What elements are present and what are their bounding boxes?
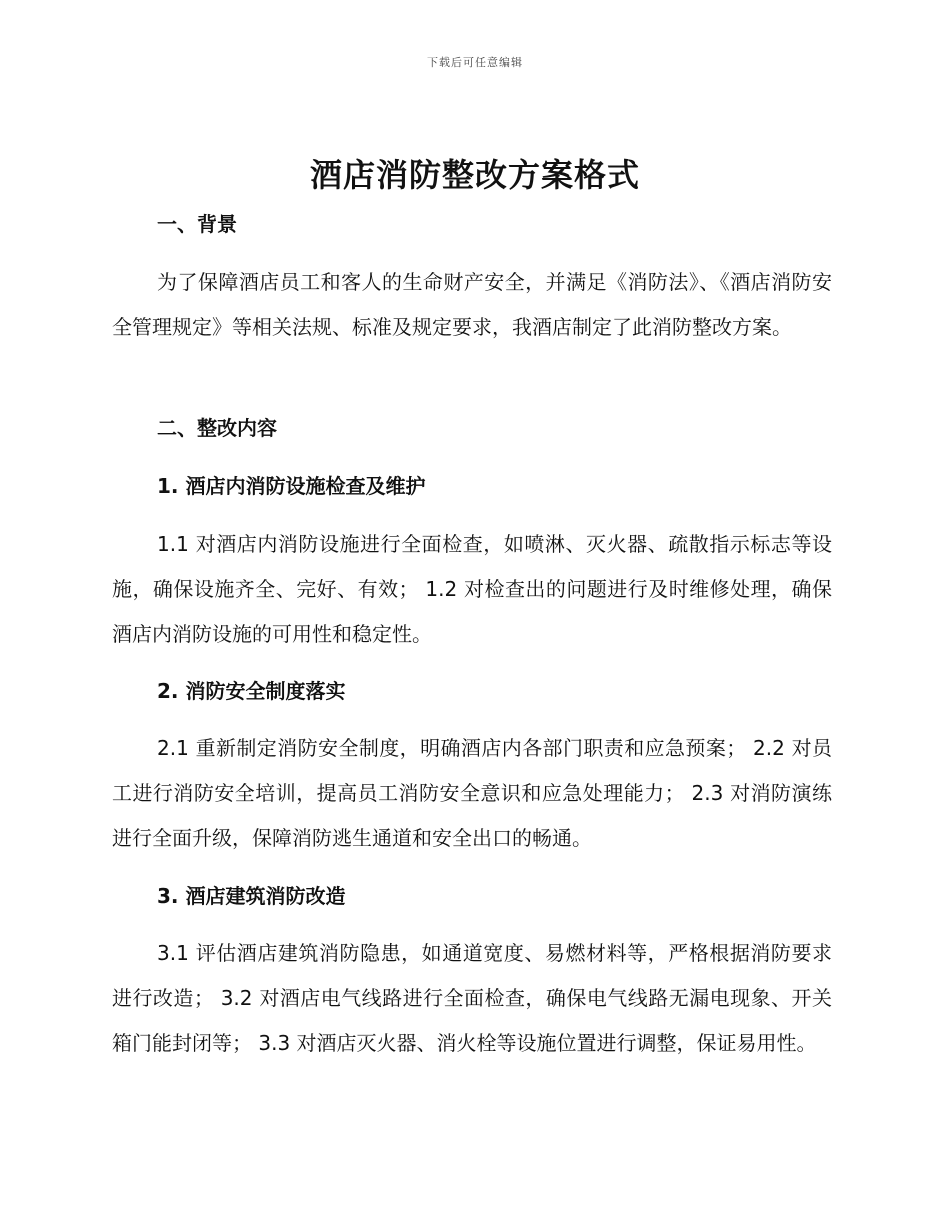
paragraph-background: 为了保障酒店员工和客人的生命财产安全，并满足《消防法》、《酒店消防安全管理规定》等相关法规、标准及规定要求，我酒店制定了此消防整改方案。 bbox=[112, 270, 832, 339]
section-heading-background: 一、背景 bbox=[157, 212, 237, 236]
subsection-heading-facilities: 1. 酒店内消防设施检查及维护 bbox=[157, 474, 426, 498]
paragraph-system: 2.1 重新制定消防安全制度，明确酒店内各部门职责和应急预案； 2.2 对员工进行消防安全培训，提高员工消防安全意识和应急处理能力； 2.3 对消防演练进行全面升级，保障消防逃生通道和安全出口的畅通。 bbox=[112, 736, 832, 850]
paragraph-building: 3.1 评估酒店建筑消防隐患，如通道宽度、易燃材料等，严格根据消防要求进行改造； 3.2 对酒店电气线路进行全面检查，确保电气线路无漏电现象、开关箱门能封闭等； 3.3 对酒店灭火器、消火栓等设施位置进行调整，保证易用性。 bbox=[112, 941, 832, 1055]
subsection-heading-building: 3. 酒店建筑消防改造 bbox=[157, 884, 346, 908]
subsection-heading-system: 2. 消防安全制度落实 bbox=[157, 679, 346, 703]
header-note: 下载后可任意编辑 bbox=[427, 56, 523, 69]
page-title: 酒店消防整改方案格式 bbox=[309, 156, 640, 194]
paragraph-facilities: 1.1 对酒店内消防设施进行全面检查，如喷淋、灭火器、疏散指示标志等设施，确保设施齐全、完好、有效； 1.2 对检查出的问题进行及时维修处理，确保酒店内消防设施的可用性和稳定性。 bbox=[112, 532, 832, 646]
section-heading-content: 二、整改内容 bbox=[157, 416, 277, 440]
